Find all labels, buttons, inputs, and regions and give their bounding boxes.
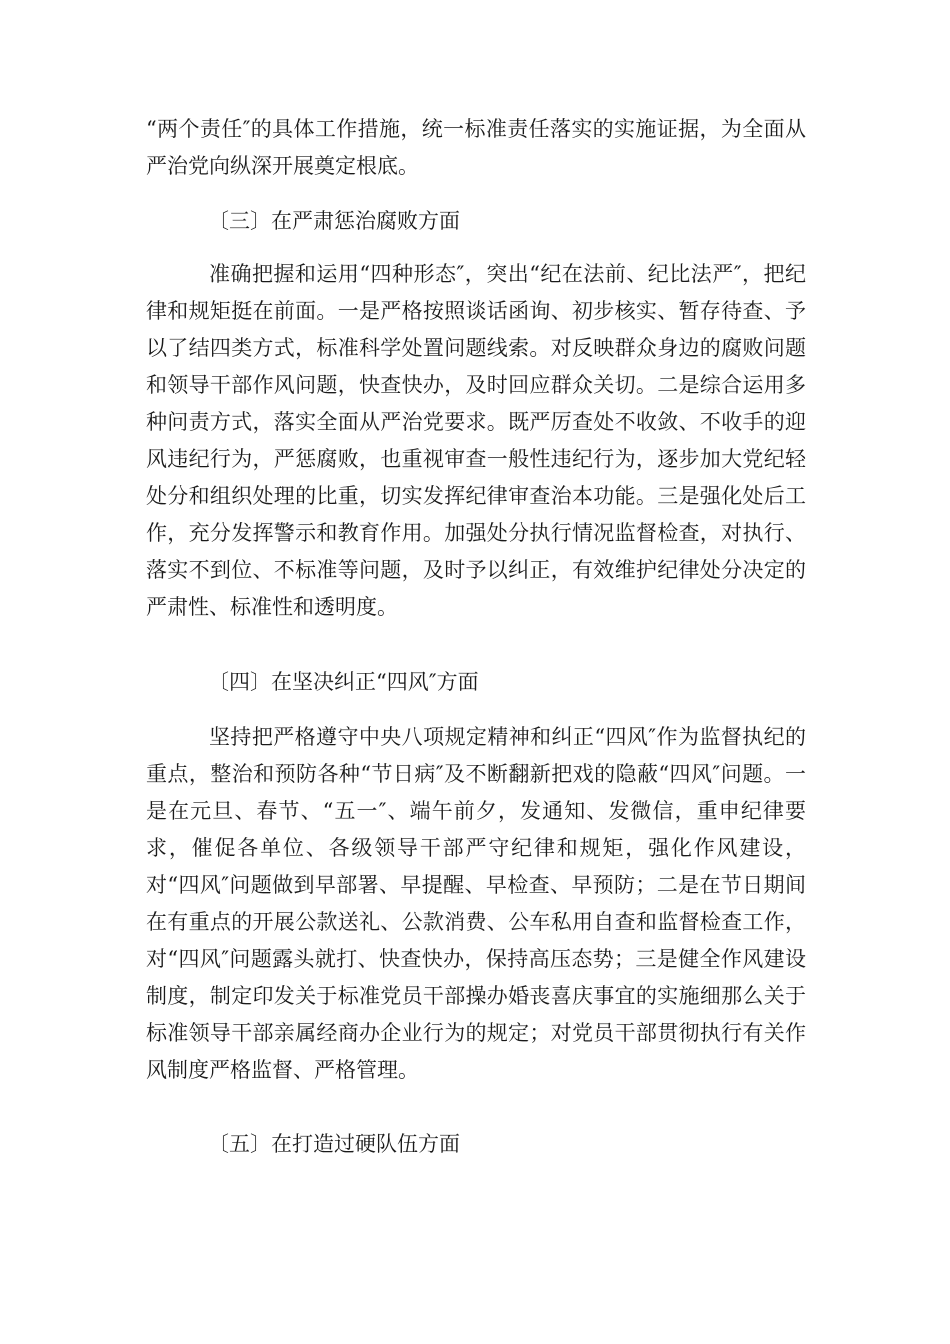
section-4-heading: 〔四〕在坚决纠正“四风″方面 [208, 670, 479, 694]
section-5-heading: 〔五〕在打造过硬队伍方面 [208, 1132, 460, 1156]
continued-paragraph: “两个责任″的具体工作措施，统一标准责任落实的实施证据，为全面从严治党向纵深开展奠定根底。 [146, 117, 806, 178]
section-3-body: 准确把握和运用“四种形态″，突出“纪在法前、纪比法严″，把纪律和规矩挺在前面。一是严格按照谈话函询、初步核实、暂存待查、予以了结四类方式，标准科学处置问题线索。对反映群众身边的腐败问题和领导干部作风问题，快查快办，及时回应群众关切。二是综合运用多种问责方式，落实全面从严治党要求。既严厉查处不收敛、不收手的迎风违纪行为，严惩腐败，也重视审查一般性违纪行为，逐步加大党纪轻处分和组织处理的比重，切实发挥纪律审查治本功能。三是强化处后工作，充分发挥警示和教育作用。加强处分执行情况监督检查，对执行、落实不到位、不标准等问题，及时予以纠正，有效维护纪律处分决定的严肃性、标准性和透明度。 [146, 262, 806, 619]
section-3-heading: 〔三〕在严肃惩治腐败方面 [208, 209, 460, 233]
section-4-body: 坚持把严格遵守中央八项规定精神和纠正“四风″作为监督执纪的重点，整治和预防各种“节日病″及不断翻新把戏的隐蔽“四风″问题。一是在元旦、春节、“五一″、端午前夕，发通知、发微信，重申纪律要求，催促各单位、各级领导干部严守纪律和规矩，强化作风建设，对“四风″问题做到早部署、早提醒、早检查、早预防；二是在节日期间在有重点的开展公款送礼、公款消费、公车私用自查和监督检查工作，对“四风″问题露头就打、快查快办，保持高压态势；三是健全作风建设制度，制定印发关于标准党员干部操办婚丧喜庆事宜的实施细那么关于标准领导干部亲属经商办企业行为的规定；对党员干部贯彻执行有关作风制度严格监督、严格管理。 [146, 725, 806, 1082]
